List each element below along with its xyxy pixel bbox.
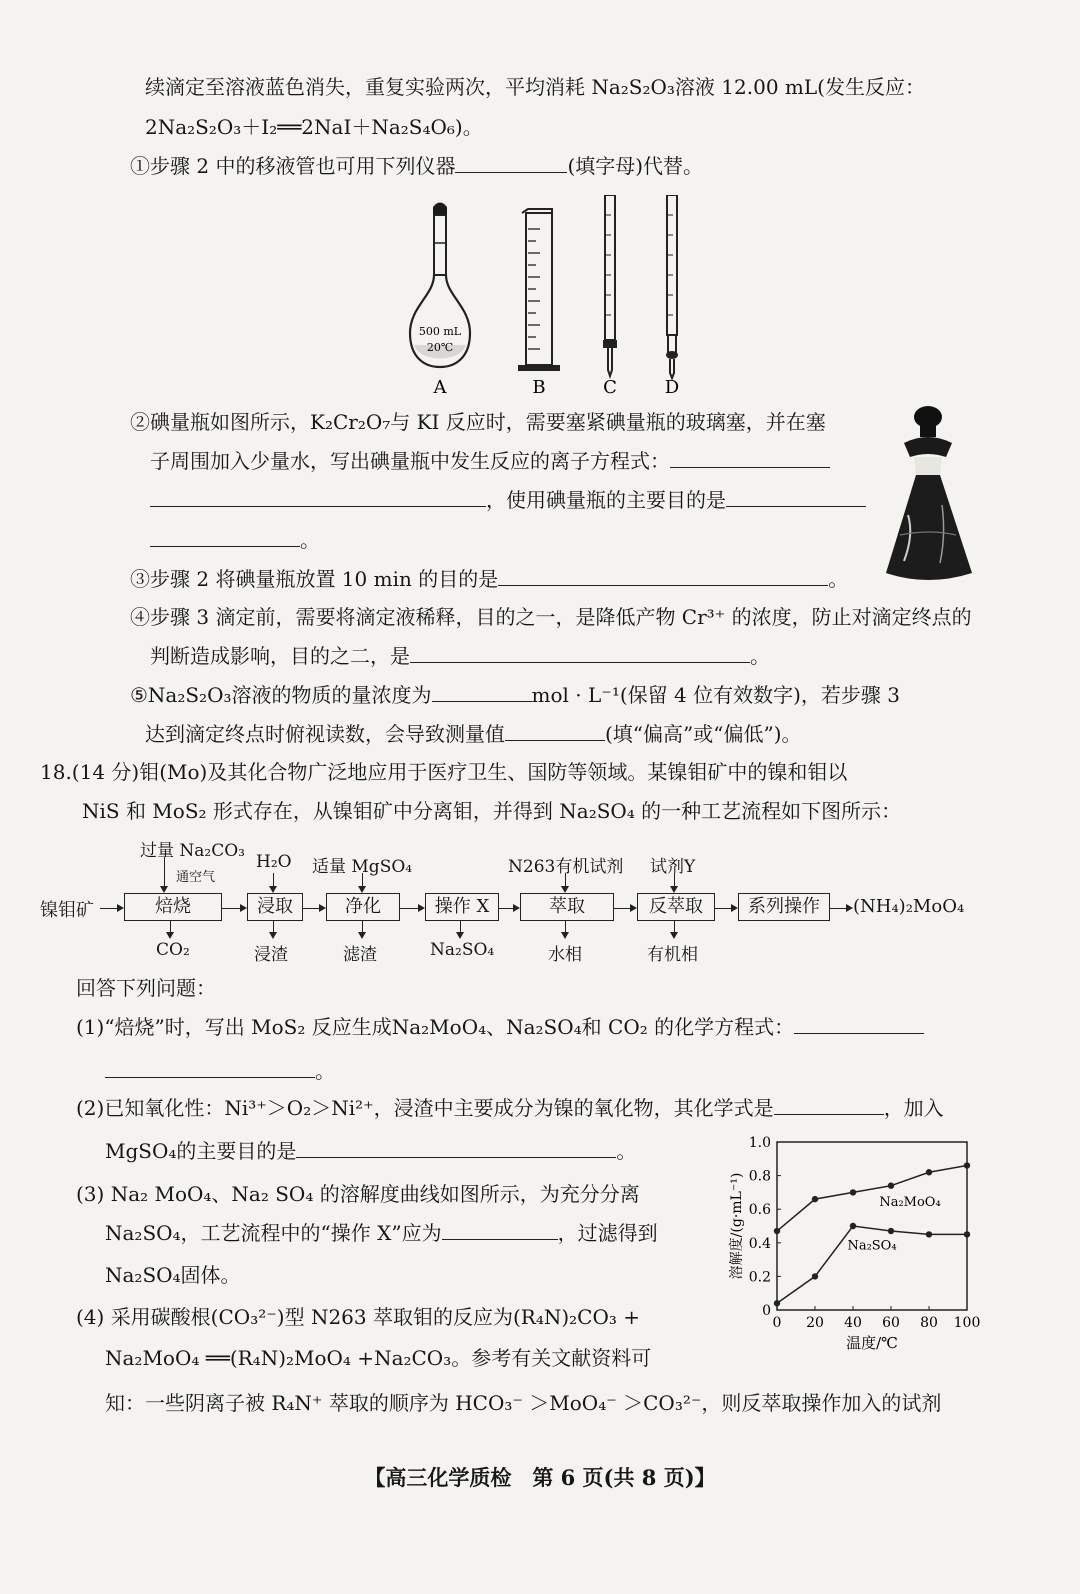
flow-arrow [302,908,324,909]
q18-intro-line-2: NiS 和 MoS₂ 形式存在，从镍钼矿中分离钼，并得到 Na₂SO₄ 的一种工艺流程如下图所示： [82,799,902,823]
q17-subq-4-line-1: ④步骤 3 滴定前，需要将滴定液稀释，目的之一，是降低产物 Cr³⁺ 的浓度，防止对滴定终点的 [130,605,972,629]
answer-blank[interactable] [296,1139,616,1158]
q17-subq-5-line-1 [130,682,900,708]
data-point [774,1228,780,1234]
q18-part-2-text-2: MgSO₄的主要目的是 [105,1139,297,1163]
q17-subq-2-line-4 [150,527,320,553]
flow-output-leach-residue: 浸渣 [254,945,288,965]
q17-subq-2-line-2 [150,448,830,474]
data-point [964,1162,970,1168]
flow-arrow-down [273,873,274,891]
answer-blank[interactable] [455,154,567,173]
y-tick-label: 0.8 [748,1168,771,1185]
q18-part-4-line-2: Na₂MoO₄ ══(R₄N)₂MoO₄ +Na₂CO₃。参考有关文献资料可 [105,1346,652,1370]
answer-blank[interactable] [794,1015,924,1034]
q17-subq-3-end: 。 [828,567,849,591]
graduated-cylinder-icon [518,209,560,371]
q18-part-3-mid: ，过滤得到 [557,1221,658,1245]
x-tick-label: 40 [844,1315,862,1331]
flow-output-filter-residue: 滤渣 [343,945,377,965]
flow-arrow [613,908,635,909]
flow-step-leach: 浸取 [247,893,303,921]
q17-subq-3-text: ③步骤 2 将碘量瓶放置 10 min 的目的是 [130,567,499,591]
y-tick-label: 0.4 [748,1235,771,1252]
instrument-figure [400,195,700,405]
flow-step-back-extract: 反萃取 [637,893,715,921]
flow-step-extract: 萃取 [520,893,614,921]
data-point [850,1189,856,1195]
answer-prompt: 回答下列问题： [76,976,216,1000]
option-c-label: C [603,377,617,398]
flow-input-n263: N263有机试剂 [508,857,624,877]
q18-part-1-line-1 [76,1014,924,1040]
flow-arrow-down [164,857,165,891]
q18-part-1-end: 。 [315,1059,335,1083]
flow-input-mgso4: 适量 MgSO₄ [312,857,413,877]
flow-output-aqueous: 水相 [548,945,582,965]
answer-blank[interactable] [774,1096,884,1115]
answer-blank[interactable] [498,567,828,586]
flow-output-organic: 有机相 [647,945,698,965]
x-axis-label: 温度/℃ [846,1334,898,1352]
flow-arrow-down [674,873,675,891]
q17-subq-5-unit: mol · L⁻¹(保留 4 位有效数字)，若步骤 3 [531,683,900,707]
q18-part-2-line-1 [76,1095,944,1121]
data-point [850,1223,856,1229]
data-point [888,1228,894,1234]
q17-subq-2-line-3 [150,487,866,513]
flow-arrow-down [565,873,566,891]
flow-output-co2: CO₂ [156,940,190,960]
q17-subq-4-line-2 [150,643,770,669]
flow-arrow [498,908,518,909]
iodine-flask-figure [880,405,980,590]
flow-output-na2so4: Na₂SO₄ [430,940,495,960]
q18-part-2-end: 。 [616,1139,637,1163]
data-point [774,1300,780,1306]
answer-blank[interactable] [105,1059,315,1078]
q17-subq-2-end: 。 [300,528,320,552]
q17-line-1: 续滴定至溶液蓝色消失，重复实验两次，平均消耗 Na₂S₂O₃溶液 12.00 mL(发生反应： [145,75,925,99]
flow-step-roast: 焙烧 [124,893,222,921]
q18-part-3-line-3: Na₂SO₄固体。 [105,1263,241,1287]
flow-input-air: 通空气 [176,870,216,885]
q17-subq-5-text: ⑤Na₂S₂O₃溶液的物质的量浓度为 [130,683,432,707]
flow-arrow-down [565,921,566,937]
answer-blank[interactable] [442,1221,558,1240]
flow-step-series-ops: 系列操作 [738,893,830,921]
q17-subq-5-line-2 [145,721,802,747]
flask-label-temp: 20℃ [426,341,454,354]
q17-subq-5-text-2: 达到滴定终点时俯视读数，会导致测量值 [145,722,505,746]
iodine-flask-icon [886,406,972,580]
series-label-na2moo4: Na₂MoO₄ [879,1194,941,1210]
q17-subq-1-text: ①步骤 2 中的移液管也可用下列仪器 [130,154,456,178]
flow-arrow-down [170,921,171,937]
answer-blank[interactable] [150,528,300,547]
flask-label-volume: 500 mL [418,325,462,338]
solubility-chart [725,1128,990,1360]
q18-part-2-text: (2)已知氧化性：Ni³⁺＞O₂＞Ni²⁺，浸渣中主要成分为镍的氧化物，其化学式是 [76,1096,774,1120]
option-d-label: D [664,377,680,398]
q17-subq-2-purpose: ，使用碘量瓶的主要目的是 [486,488,726,512]
option-b-label: B [532,377,546,398]
option-a-label: A [433,377,447,398]
flow-arrow-down [460,921,461,937]
flow-arrow [399,908,423,909]
page-footer: 【高三化学质检 第 6 页(共 8 页)】 [364,1465,716,1490]
y-tick-label: 1.0 [748,1135,771,1151]
answer-blank[interactable] [670,449,830,468]
flow-step-operation-x: 操作 X [425,893,499,921]
data-point [812,1273,818,1279]
flow-end: (NH₄)₂MoO₄ [853,896,965,917]
q18-intro-line-1: 18.(14 分)钼(Mo)及其化合物广泛地应用于医疗卫生、国防等领域。某镍钼矿中的镍和钼以 [40,760,848,784]
flow-arrow-down [362,873,363,891]
flow-arrow [100,908,122,909]
answer-blank[interactable] [150,488,486,507]
chart-frame [777,1142,967,1310]
q18-part-2-line-2 [105,1138,636,1164]
flow-arrow-down [362,921,363,937]
series-label-na2so4: Na₂SO₄ [847,1238,897,1254]
x-tick-label: 60 [882,1315,900,1331]
q18-part-1-text: (1)“焙烧”时，写出 MoS₂ 反应生成Na₂MoO₄、Na₂SO₄和 CO₂ 的化学方程式： [76,1015,795,1039]
data-point [888,1182,894,1188]
answer-blank[interactable] [726,488,866,507]
q17-subq-1-suffix: (填字母)代替。 [567,154,704,178]
q17-subq-4-end: 。 [750,644,770,668]
q18-part-4-line-1: (4) 采用碳酸根(CO₃²⁻)型 N263 萃取钼的反应为(R₄N)₂CO₃ + [76,1305,641,1329]
flow-arrow [829,908,851,909]
flow-arrow-down [674,921,675,937]
q18-part-2-mid: ，加入 [883,1096,944,1120]
y-tick-label: 0.6 [748,1202,771,1219]
q17-subq-1 [130,153,703,179]
q17-subq-5-end: (填“偏高”或“偏低”)。 [605,722,802,746]
burette-icon [603,195,617,376]
y-tick-label: 0 [762,1303,771,1319]
q17-subq-2-line-1: ②碘量瓶如图所示，K₂Cr₂O₇与 KI 反应时，需要塞紧碘量瓶的玻璃塞，并在塞 [130,410,826,434]
x-tick-label: 100 [953,1315,981,1331]
data-point [964,1231,970,1237]
q18-part-3-line-2 [105,1220,658,1246]
q17-subq-3 [130,566,848,592]
flow-arrow [221,908,245,909]
data-point [926,1169,932,1175]
answer-blank[interactable] [505,722,605,741]
q17-subq-4-text: 判断造成影响，目的之二，是 [150,644,410,668]
flow-input-reagent-y: 试剂Y [650,857,696,877]
flow-input-na2co3: 过量 Na₂CO₃ [140,841,245,861]
flow-arrow-down [273,921,274,937]
q18-part-3-text: Na₂SO₄，工艺流程中的“操作 X”应为 [105,1221,442,1245]
flow-start: 镍钼矿 [40,900,94,921]
q17-subq-2-text: 子周围加入少量水，写出碘量瓶中发生反应的离子方程式： [150,449,670,473]
answer-blank[interactable] [410,644,750,663]
flow-arrow [714,908,736,909]
burette-rubber-tube-icon [666,195,678,378]
y-axis-label: 溶解度/(g·mL⁻¹) [729,1172,745,1280]
answer-blank[interactable] [432,683,532,702]
q18-part-4-line-3: 知：一些阴离子被 R₄N⁺ 萃取的顺序为 HCO₃⁻ ＞MoO₄⁻ ＞CO₃²⁻，则反萃取操作加入的试剂 [105,1391,942,1415]
q17-reaction-equation: 2Na₂S₂O₃＋I₂══2NaI＋Na₂S₄O₆)。 [145,115,483,139]
x-tick-label: 0 [772,1315,782,1331]
data-point [926,1231,932,1237]
q18-part-1-line-2 [105,1058,335,1084]
q18-part-3-line-1: (3) Na₂ MoO₄、Na₂ SO₄ 的溶解度曲线如图所示，为充分分离 [76,1182,640,1206]
data-point [812,1196,818,1202]
flow-step-purify: 净化 [326,893,400,921]
x-tick-label: 20 [806,1315,824,1331]
x-tick-label: 80 [920,1315,938,1331]
y-tick-label: 0.2 [748,1269,771,1286]
flow-input-water: H₂O [256,852,292,872]
